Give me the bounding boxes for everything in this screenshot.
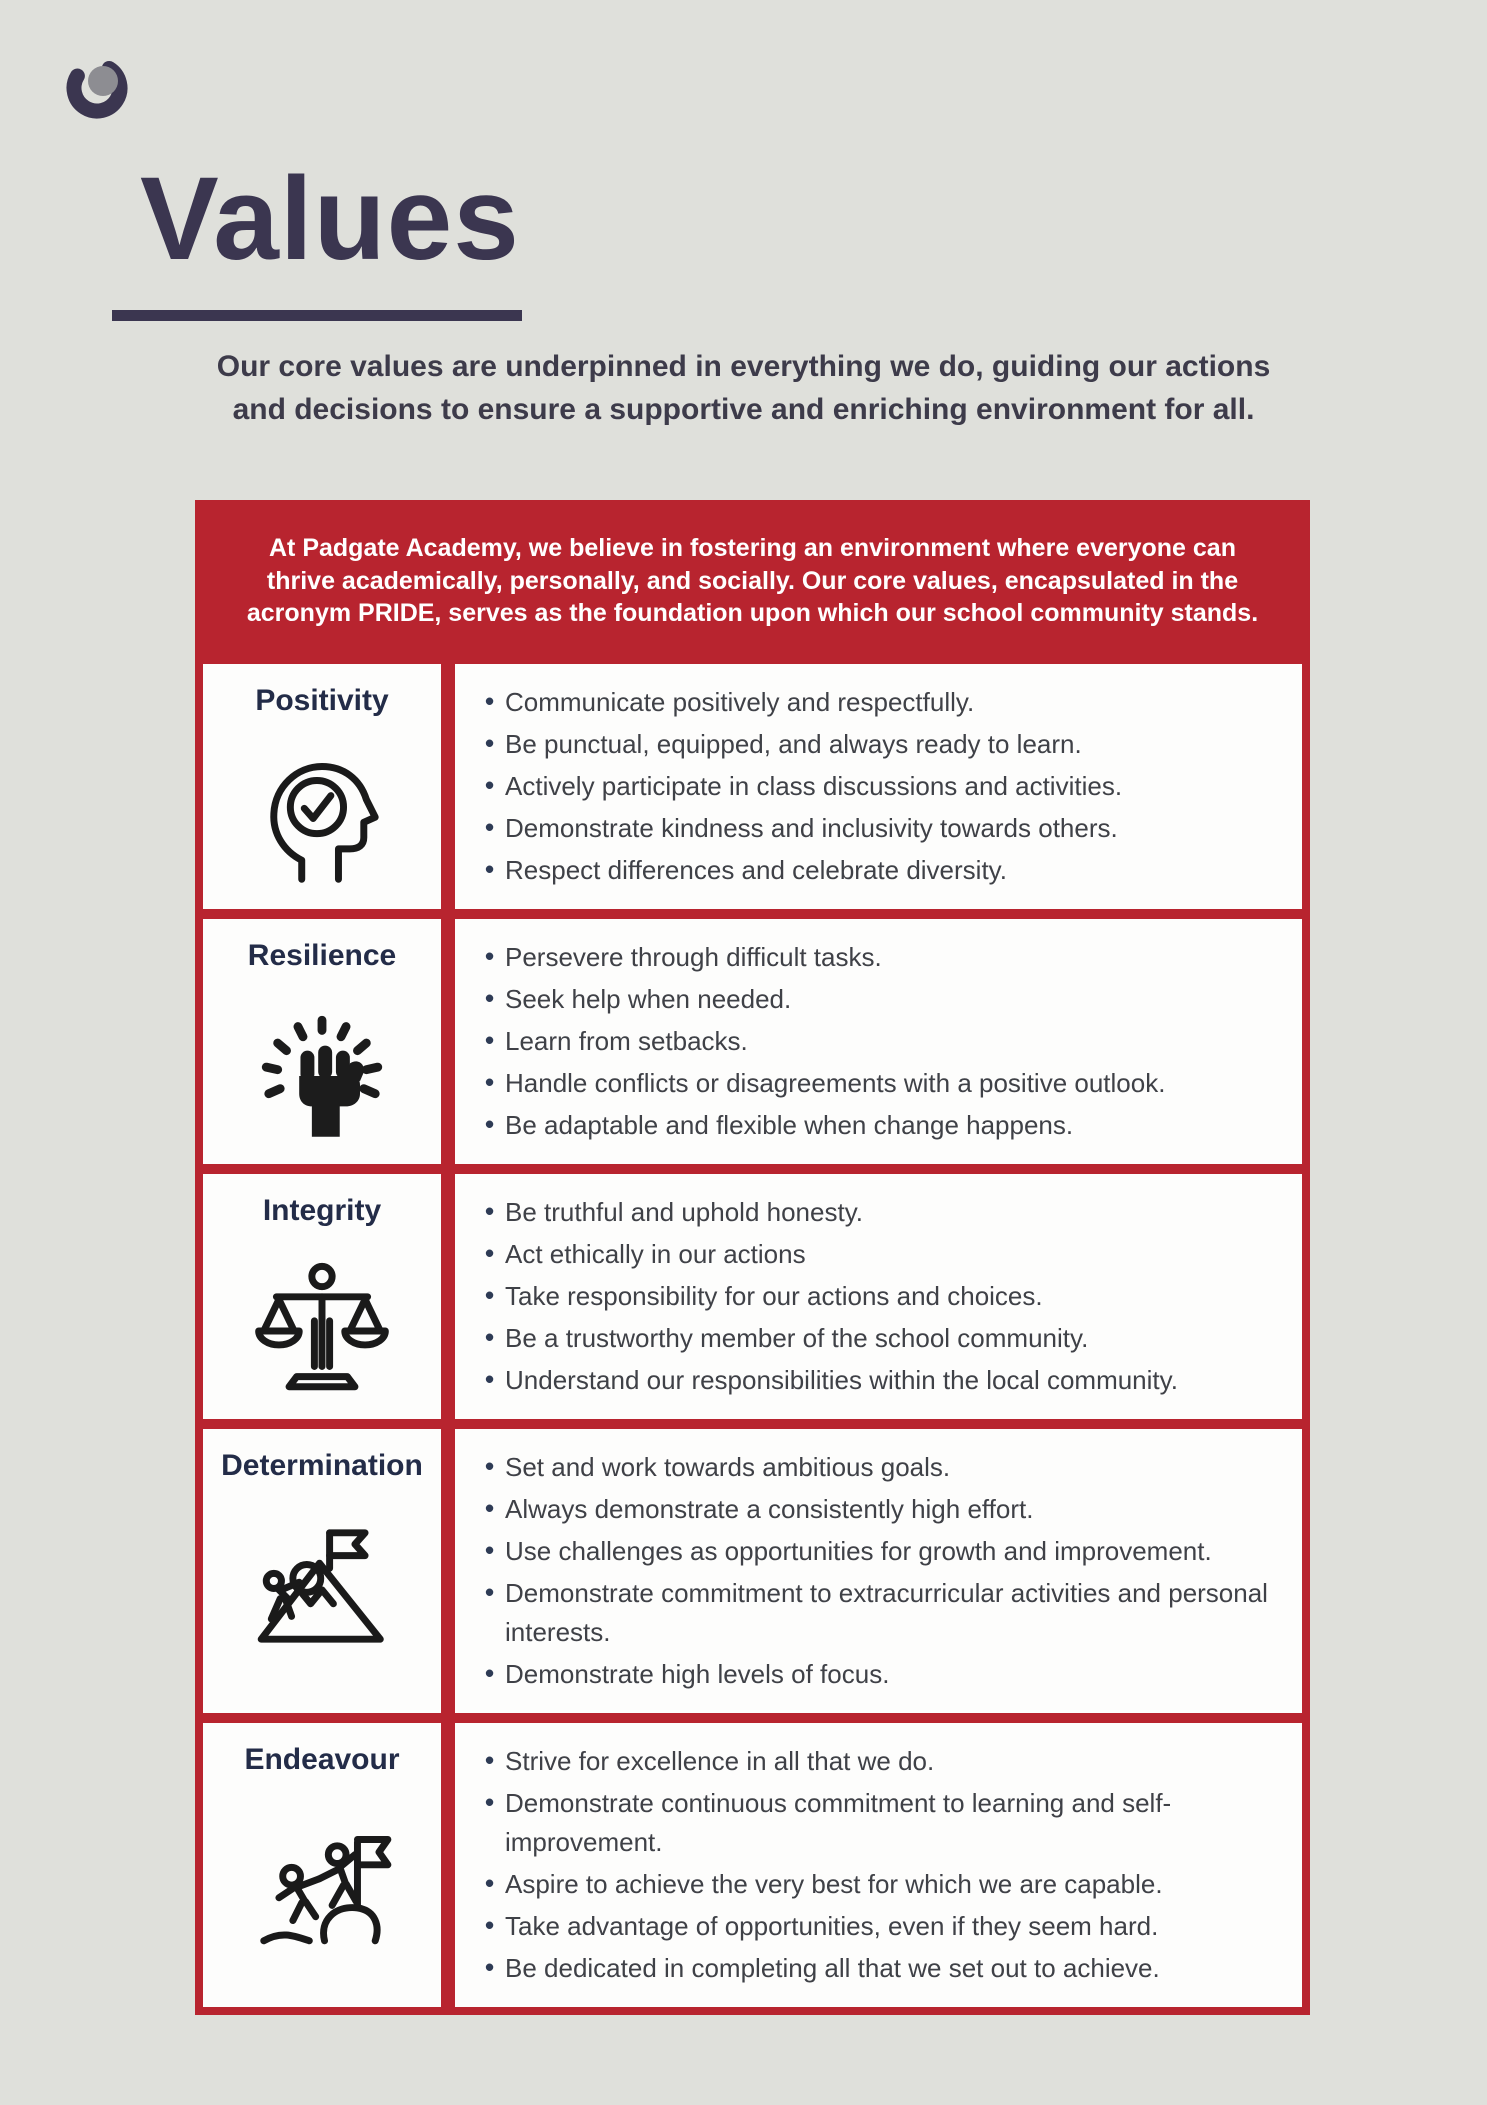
value-point: • Handle conflicts or disagreements with a positive outlook. <box>483 1064 1165 1103</box>
page-subtitle: Our core values are underpinned in everything we do, guiding our actions and decisions to ensure a supportive and enriching environment for all. <box>216 350 1271 427</box>
value-label-cell <box>203 1723 455 2007</box>
value-name: Integrity <box>262 1193 382 1227</box>
value-point: • Be dedicated in completing all that we set out to achieve. <box>483 1949 1286 1988</box>
value-point: • Take advantage of opportunities, even if they seem hard. <box>483 1907 1286 1946</box>
value-point: • Aspire to achieve the very best for which we are capable. <box>483 1865 1286 1904</box>
value-point: • Be adaptable and flexible when change happens. <box>483 1106 1165 1145</box>
values-table <box>195 500 1310 2015</box>
value-points-list <box>483 1739 1286 1991</box>
value-point: • Use challenges as opportunities for growth and improvement. <box>483 1532 1286 1571</box>
positive-mind-icon <box>246 745 398 897</box>
justice-scales-icon <box>246 1255 398 1407</box>
value-label-cell <box>203 1174 455 1419</box>
value-row-endeavour <box>203 1713 1302 2007</box>
value-row-determination <box>203 1419 1302 1713</box>
value-point: • Persevere through difficult tasks. <box>483 938 1165 977</box>
value-name: Resilience <box>247 938 397 972</box>
value-row-integrity <box>203 1164 1302 1419</box>
value-point: • Set and work towards ambitious goals. <box>483 1448 1286 1487</box>
value-points-cell <box>455 1723 1302 2007</box>
value-point: • Act ethically in our actions <box>483 1235 1178 1274</box>
value-point: • Seek help when needed. <box>483 980 1165 1019</box>
value-point: • Demonstrate high levels of focus. <box>483 1655 1286 1694</box>
mountain-climb-icon <box>246 1510 398 1662</box>
value-point: • Communicate positively and respectfully. <box>483 683 1122 722</box>
value-row-positivity <box>203 654 1302 909</box>
value-name: Positivity <box>255 683 389 717</box>
value-points-list <box>483 935 1165 1148</box>
value-label-cell <box>203 1429 455 1713</box>
title-underline <box>112 310 522 321</box>
value-point: • Demonstrate kindness and inclusivity towards others. <box>483 809 1122 848</box>
value-points-cell <box>455 664 1302 909</box>
value-points-cell <box>455 919 1302 1164</box>
value-points-cell <box>455 1174 1302 1419</box>
value-point: • Respect differences and celebrate diversity. <box>483 851 1122 890</box>
value-points-list <box>483 680 1122 893</box>
value-row-resilience <box>203 909 1302 1164</box>
team-summit-icon <box>246 1804 398 1956</box>
intro-banner: At Padgate Academy, we believe in fostering an environment where everyone can thrive academically, personally, and socially. Our core values, encapsulated in the acronym PRIDE, serves as the foundation upon which our school community stands. <box>203 508 1302 654</box>
value-point: • Demonstrate commitment to extracurricular activities and personal interests. <box>483 1574 1286 1652</box>
school-logo-icon <box>64 50 136 122</box>
value-point: • Be a trustworthy member of the school community. <box>483 1319 1178 1358</box>
value-point: • Strive for excellence in all that we do. <box>483 1742 1286 1781</box>
value-label-cell <box>203 664 455 909</box>
value-point: • Be punctual, equipped, and always ready to learn. <box>483 725 1122 764</box>
value-points-cell <box>455 1429 1302 1713</box>
value-points-list <box>483 1190 1178 1403</box>
page-title: Values <box>140 153 520 285</box>
value-point: • Demonstrate continuous commitment to learning and self-improvement. <box>483 1784 1286 1862</box>
value-point: • Take responsibility for our actions and choices. <box>483 1277 1178 1316</box>
value-point: • Actively participate in class discussions and activities. <box>483 767 1122 806</box>
value-name: Determination <box>221 1448 423 1482</box>
value-point: • Always demonstrate a consistently high effort. <box>483 1490 1286 1529</box>
value-points-list <box>483 1445 1286 1697</box>
raised-fist-icon <box>246 1000 398 1152</box>
school-logo-icon <box>64 50 136 122</box>
value-point: • Understand our responsibilities within the local community. <box>483 1361 1178 1400</box>
value-point: • Be truthful and uphold honesty. <box>483 1193 1178 1232</box>
value-name: Endeavour <box>244 1742 400 1776</box>
value-label-cell <box>203 919 455 1164</box>
value-point: • Learn from setbacks. <box>483 1022 1165 1061</box>
